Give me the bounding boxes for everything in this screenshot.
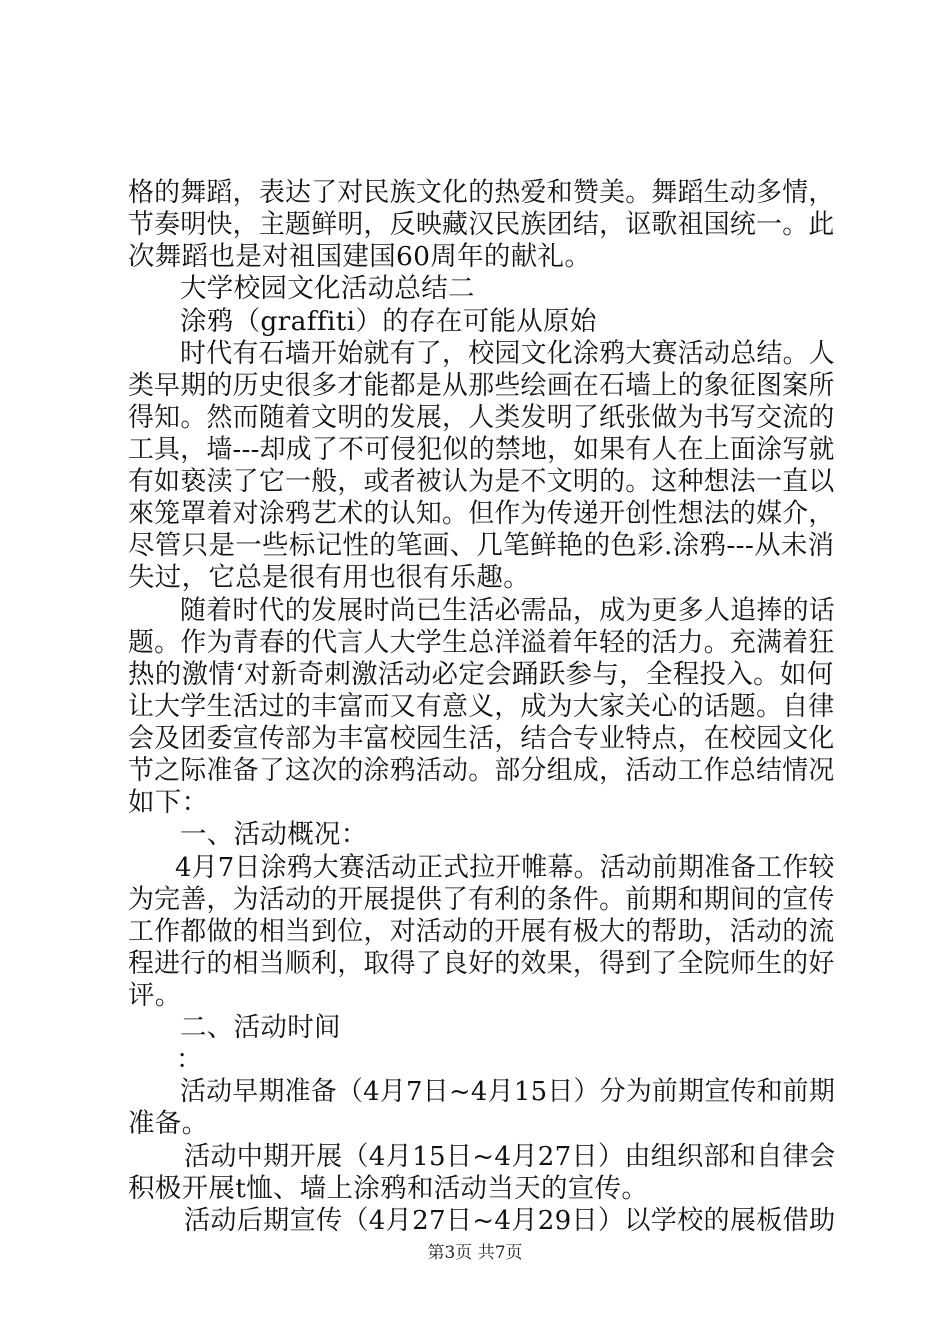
text-line: 题。作为青春的代言人大学生总洋溢着年轻的活力。充满着狂 bbox=[128, 627, 835, 658]
text-line: 工具，墙---却成了不可侵犯似的禁地，如果有人在上面涂写就 bbox=[128, 434, 835, 465]
text-line: 失过，它总是很有用也很有乐趣。 bbox=[128, 562, 530, 593]
text-line: 时代有石墙开始就有了，校园文化涂鸦大赛活动总结。人 bbox=[180, 338, 835, 369]
text-line: 格的舞蹈，表达了对民族文化的热爱和赞美。舞蹈生动多情， bbox=[128, 177, 835, 208]
text-line: 会及团委宣传部为丰富校园生活，结合专业特点，在校园文化 bbox=[128, 723, 835, 754]
text-line: 如下： bbox=[128, 787, 209, 818]
text-line: 尽管只是一些标记性的笔画、几笔鲜艳的色彩.涂鸦---从未消 bbox=[128, 530, 835, 561]
text-line: 评。 bbox=[128, 980, 182, 1011]
text-line: 准备。 bbox=[128, 1108, 209, 1139]
text-line: 得知。然而随着文明的发展，人类发明了纸张做为书写交流的 bbox=[128, 402, 835, 433]
text-line: 次舞蹈也是对祖国建国60周年的献礼。 bbox=[128, 241, 592, 272]
text-line: 为完善，为活动的开展提供了有利的条件。前期和期间的宣传 bbox=[128, 884, 835, 915]
text-line: 工作都做的相当到位，对活动的开展有极大的帮助，活动的流 bbox=[128, 916, 835, 947]
text-line: 涂鸦（graffiti）的存在可能从原始 bbox=[180, 306, 597, 337]
text-line: 节之际准备了这次的涂鸦活动。部分组成，活动工作总结情况 bbox=[128, 755, 835, 786]
section-heading: 二、活动时间 bbox=[180, 1012, 341, 1043]
text-line: 活动早期准备（4月7日~4月15日）分为前期宣传和前期 bbox=[180, 1076, 836, 1107]
text-line: 活动后期宣传（4月27日~4月29日）以学校的展板借助 bbox=[184, 1205, 836, 1236]
text-line: 程进行的相当顺利，取得了良好的效果，得到了全院师生的好 bbox=[128, 948, 835, 979]
section-heading: 大学校园文化活动总结二 bbox=[180, 273, 475, 304]
text-line: 让大学生活过的丰富而又有意义，成为大家关心的话题。自律 bbox=[128, 691, 835, 722]
section-heading: 一、活动概况： bbox=[180, 819, 368, 850]
page-number-footer: 第3页 共7页 bbox=[427, 1243, 523, 1263]
text-line: ： bbox=[176, 1044, 203, 1075]
text-line: 有如亵渎了它一般，或者被认为是不文明的。这种想法一直以 bbox=[128, 466, 835, 497]
text-line: 积极开展t恤、墙上涂鸦和活动当天的宣传。 bbox=[128, 1173, 649, 1204]
text-line: 类早期的历史很多才能都是从那些绘画在石墙上的象征图案所 bbox=[128, 370, 835, 401]
text-line: 4月7日涂鸦大赛活动正式拉开帷幕。活动前期准备工作较 bbox=[175, 852, 835, 883]
text-line: 活动中期开展（4月15日~4月27日）由组织部和自律会 bbox=[184, 1141, 836, 1172]
text-line: 随着时代的发展时尚已生活必需品，成为更多人追捧的话 bbox=[180, 595, 835, 626]
text-line: 节奏明快，主题鲜明，反映藏汉民族团结，讴歌祖国统一。此 bbox=[128, 209, 835, 240]
text-line: 來笼罩着对涂鸦艺术的认知。但作为传递开创性想法的媒介， bbox=[128, 498, 835, 529]
text-line: 热的激情‘对新奇刺激活动必定会踊跃参与，全程投入。如何 bbox=[128, 659, 834, 690]
